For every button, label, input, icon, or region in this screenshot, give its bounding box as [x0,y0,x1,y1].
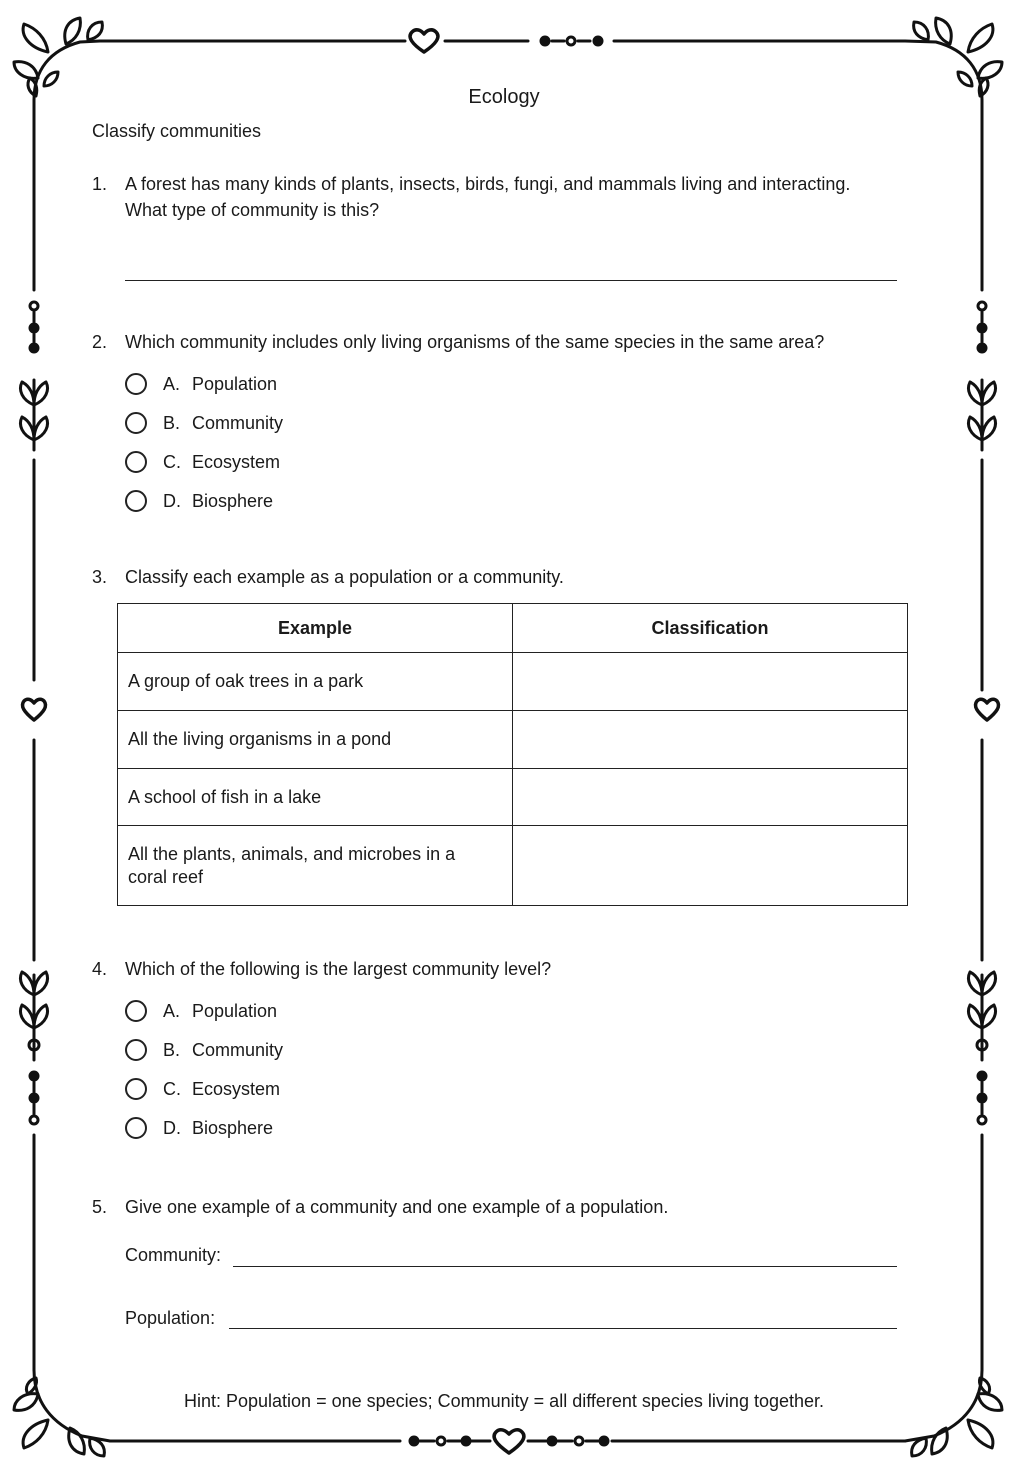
option-b[interactable] [125,1036,283,1064]
column-header-example: Example [118,604,513,653]
page-title: Ecology [468,86,540,108]
classification-table [117,603,908,906]
question-text-line: What type of community is this? [125,200,380,220]
example-cell: All the plants, animals, and microbes in a coral reef [118,826,513,906]
corner-flourish-icon [14,1370,110,1456]
question-text: Classify each example as a population or a community. [125,567,564,587]
question-text: Which community includes only living organisms of the same species in the same area? [125,332,825,352]
classification-cell[interactable] [513,826,908,906]
option-label: Population [192,373,278,394]
dots-ornament-icon [410,1437,608,1445]
heart-icon [494,1430,524,1453]
radio-circle[interactable] [125,373,147,395]
option-letter: D. [163,1117,181,1138]
radio-circle[interactable] [125,451,147,473]
option-letter: C. [163,451,181,472]
option-letter: B. [163,412,181,433]
option-label: Biosphere [192,490,274,511]
hint-text: Hint: Population = one species; Community = all different species living together. [183,1391,825,1411]
table-row [118,653,908,711]
dots-ornament-icon [541,37,602,45]
question-text: Give one example of a community and one example of a population. [125,1197,669,1217]
question-text: Which of the following is the largest community level? [125,959,552,979]
table-row [118,769,908,826]
option-letter: B. [163,1039,181,1060]
option-letter: C. [163,1078,181,1099]
option-label: Ecosystem [192,451,281,472]
heart-icon [975,699,998,720]
question-text-line: A forest has many kinds of plants, insects, birds, fungi, and mammals living and interacting. [125,174,851,194]
table-row [118,711,908,769]
option-label: Biosphere [192,1117,274,1138]
radio-circle[interactable] [125,1039,147,1061]
option-a[interactable] [125,370,277,398]
question-number: 2. [92,332,108,352]
community-answer-line[interactable] [233,1266,897,1267]
question-number: 5. [92,1197,108,1217]
option-a[interactable] [125,997,277,1025]
option-b[interactable] [125,409,283,437]
option-letter: A. [163,1000,181,1021]
option-c[interactable] [125,448,280,476]
population-answer-line[interactable] [229,1328,897,1329]
option-label: Population [192,1000,278,1021]
example-cell: A group of oak trees in a park [118,653,513,711]
option-letter: A. [163,373,181,394]
question-number: 3. [92,567,108,587]
option-c[interactable] [125,1075,280,1103]
heart-icon [22,699,45,720]
question-number: 4. [92,959,108,979]
option-label: Community [192,412,284,433]
heart-icon [410,30,438,52]
community-field-label: Community: [125,1245,222,1265]
option-label: Ecosystem [192,1078,281,1099]
radio-circle[interactable] [125,490,147,512]
option-d[interactable] [125,487,273,515]
answer-line[interactable] [125,280,897,281]
option-d[interactable] [125,1114,273,1142]
population-field-label: Population: [125,1308,216,1328]
option-letter: D. [163,490,181,511]
column-header-classification: Classification [513,604,908,653]
radio-circle[interactable] [125,1000,147,1022]
corner-flourish-icon [905,1370,1002,1456]
radio-circle[interactable] [125,412,147,434]
example-cell: All the living organisms in a pond [118,711,513,769]
page-subtitle: Classify communities [92,121,262,141]
classification-cell[interactable] [513,653,908,711]
example-cell: A school of fish in a lake [118,769,513,826]
radio-circle[interactable] [125,1117,147,1139]
classification-cell[interactable] [513,711,908,769]
classification-cell[interactable] [513,769,908,826]
question-number: 1. [92,174,108,194]
table-row [118,826,908,906]
option-label: Community [192,1039,284,1060]
table-header-row [118,604,908,653]
radio-circle[interactable] [125,1078,147,1100]
